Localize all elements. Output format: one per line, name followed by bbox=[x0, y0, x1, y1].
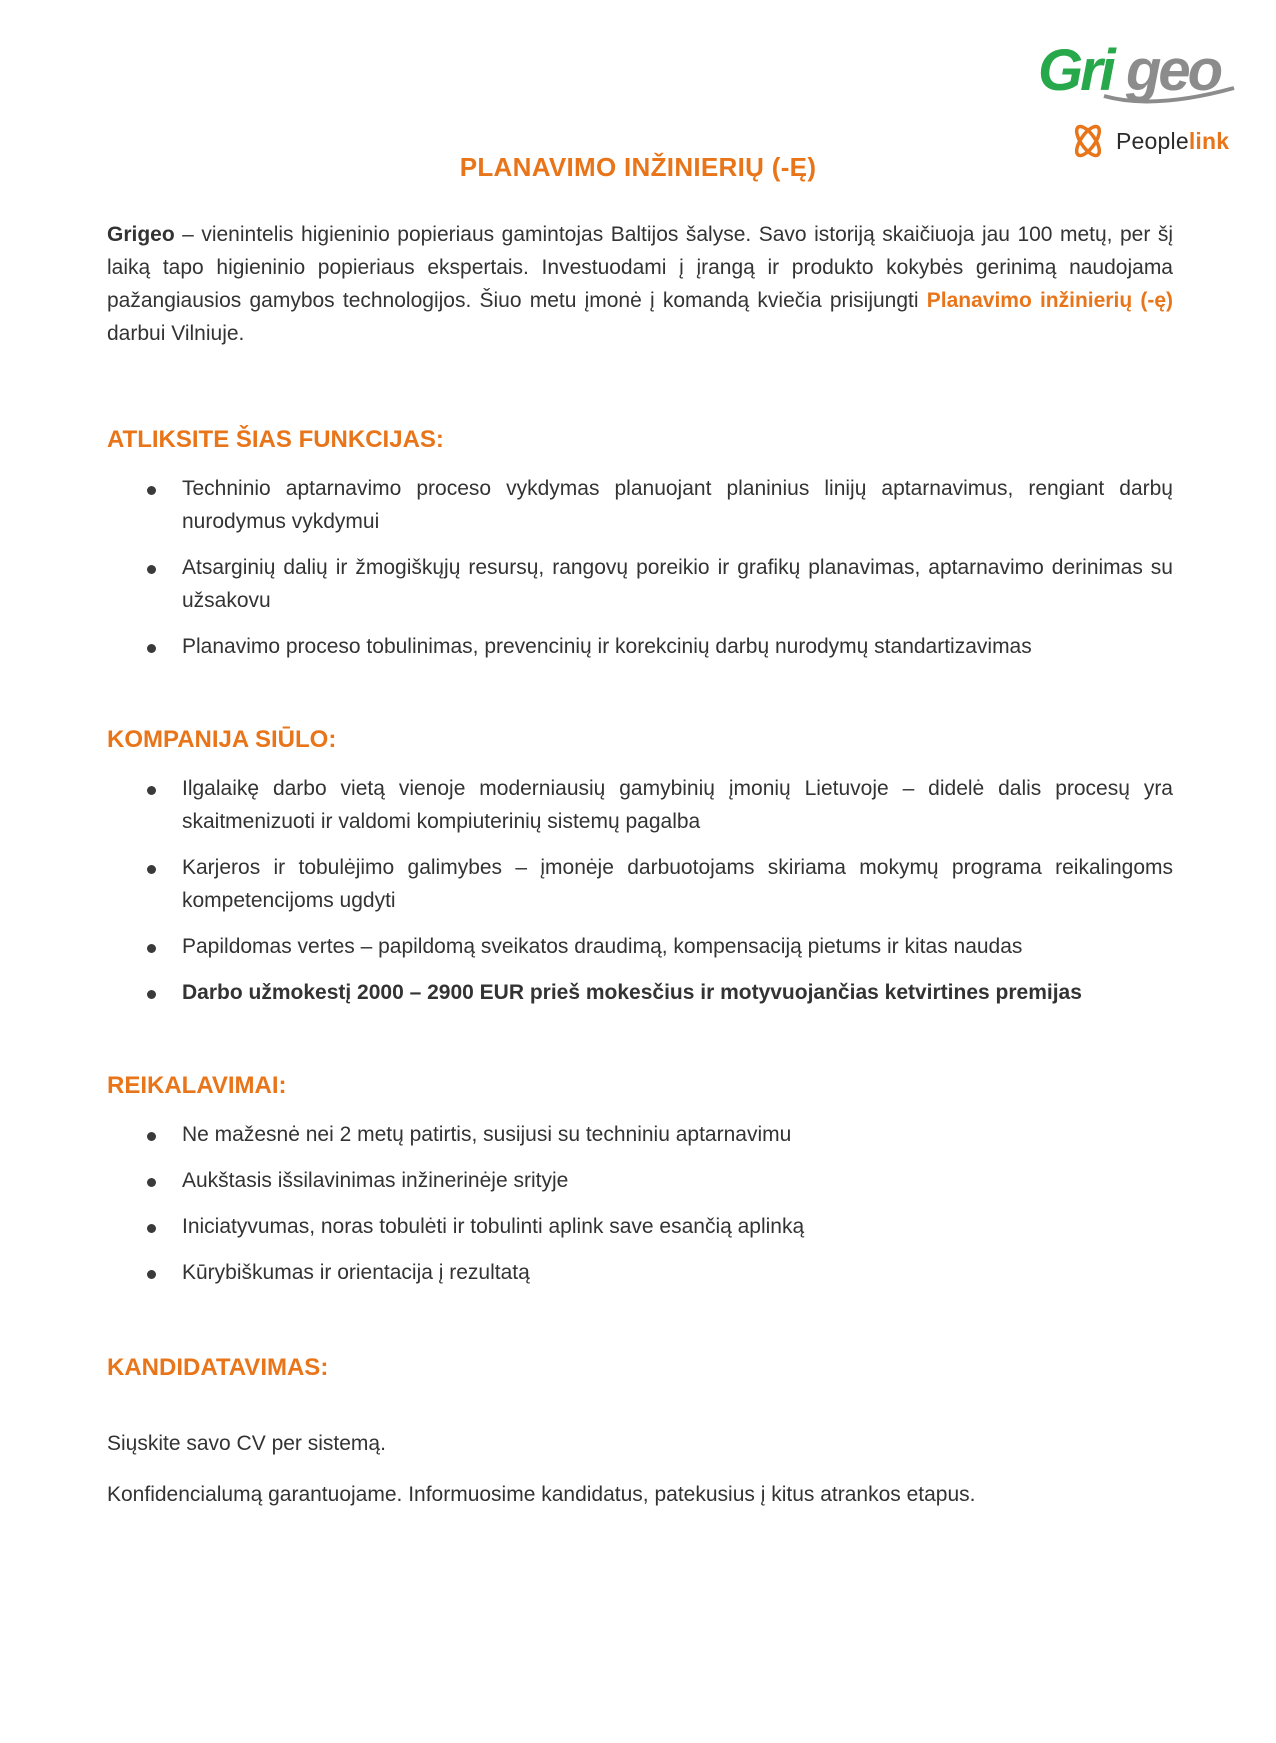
functions-heading: ATLIKSITE ŠIAS FUNKCIJAS: bbox=[107, 426, 444, 453]
bullet-icon bbox=[147, 1224, 156, 1233]
list-item: Aukštasis išsilavinimas inžinerinėje srityje bbox=[107, 1164, 1173, 1197]
list-item: Papildomas vertes – papildomą sveikatos draudimą, kompensaciją pietums ir kitas naudas bbox=[107, 930, 1173, 963]
intro-text-end: darbui Vilniuje. bbox=[107, 322, 245, 345]
grigeo-logo bbox=[1034, 38, 1252, 108]
requirements-heading: REIKALAVIMAI: bbox=[107, 1072, 287, 1099]
list-item-salary: Darbo užmokestį 2000 – 2900 EUR prieš mokesčius ir motyvuojančias ketvirtines premijas bbox=[107, 976, 1173, 1009]
bullet-icon bbox=[147, 1178, 156, 1187]
list-item: Ne mažesnė nei 2 metų patirtis, susijusi su techniniu aptarnavimu bbox=[107, 1118, 1173, 1151]
intro-paragraph bbox=[107, 218, 1173, 350]
functions-list bbox=[107, 472, 1173, 676]
list-item: Karjeros ir tobulėjimo galimybes – įmonėje darbuotojams skiriama mokymų programa reikalingoms kompetencijoms ugdyti bbox=[107, 851, 1173, 917]
bullet-icon bbox=[147, 990, 156, 999]
bullet-icon bbox=[147, 786, 156, 795]
list-item: Iniciatyvumas, noras tobulėti ir tobulinti aplink save esančią aplinką bbox=[107, 1210, 1173, 1243]
page-title: PLANAVIMO INŽINIERIŲ (-Ę) bbox=[459, 152, 817, 182]
list-item: Ilgalaikę darbo vietą vienoje moderniausių gamybinių įmonių Lietuvoje – didelė dalis procesų yra skaitmenizuoti ir valdomi kompiuterinių sistemų pagalba bbox=[107, 772, 1173, 838]
bullet-icon bbox=[147, 865, 156, 874]
bullet-icon bbox=[147, 944, 156, 953]
list-item: Kūrybiškumas ir orientacija į rezultatą bbox=[107, 1256, 1173, 1289]
company-name: Grigeo bbox=[107, 223, 175, 246]
bullet-icon bbox=[147, 1270, 156, 1279]
bullet-icon bbox=[147, 565, 156, 574]
requirements-list bbox=[107, 1118, 1173, 1302]
list-item: Atsarginių dalių ir žmogiškųjų resursų, rangovų poreikio ir grafikų planavimas, aptarnavimo derinimas su užsakovu bbox=[107, 551, 1173, 617]
application-heading: KANDIDATAVIMAS: bbox=[107, 1354, 329, 1381]
offer-list bbox=[107, 772, 1173, 1022]
svg-text:Gri: Gri bbox=[1038, 38, 1113, 103]
svg-text:geo: geo bbox=[1126, 38, 1221, 103]
position-name: Planavimo inžinierių (-ę) bbox=[926, 289, 1173, 312]
list-item: Planavimo proceso tobulinimas, prevencinių ir korekcinių darbų nurodymų standartizavimas bbox=[107, 630, 1173, 663]
application-text-2: Konfidencialumą garantuojame. Informuosime kandidatus, patekusius į kitus atrankos etapus. bbox=[107, 1483, 976, 1506]
offer-heading: KOMPANIJA SIŪLO: bbox=[107, 726, 337, 753]
bullet-icon bbox=[147, 644, 156, 653]
bullet-icon bbox=[147, 1132, 156, 1141]
bullet-icon bbox=[147, 486, 156, 495]
list-item: Techninio aptarnavimo proceso vykdymas planuojant planinius linijų aptarnavimus, rengiant darbų nurodymus vykdymui bbox=[107, 472, 1173, 538]
peoplelink-wordmark: Peoplelink bbox=[1116, 127, 1230, 154]
intro-text: – vienintelis higieninio popieriaus gamintojas Baltijos šalyse. Savo istoriją skaičiuoja jau 100 metų, per šį laiką tapo higieninio popieriaus ekspertais. Investuodami į įrangą ir produkto kokybės gerinimą naudojama pažangiausios gamybos technologijos. Šiuo metu įmonė į komandą kviečia prisijungti bbox=[107, 223, 1173, 312]
application-text-1: Siųskite savo CV per sistemą. bbox=[107, 1432, 386, 1455]
